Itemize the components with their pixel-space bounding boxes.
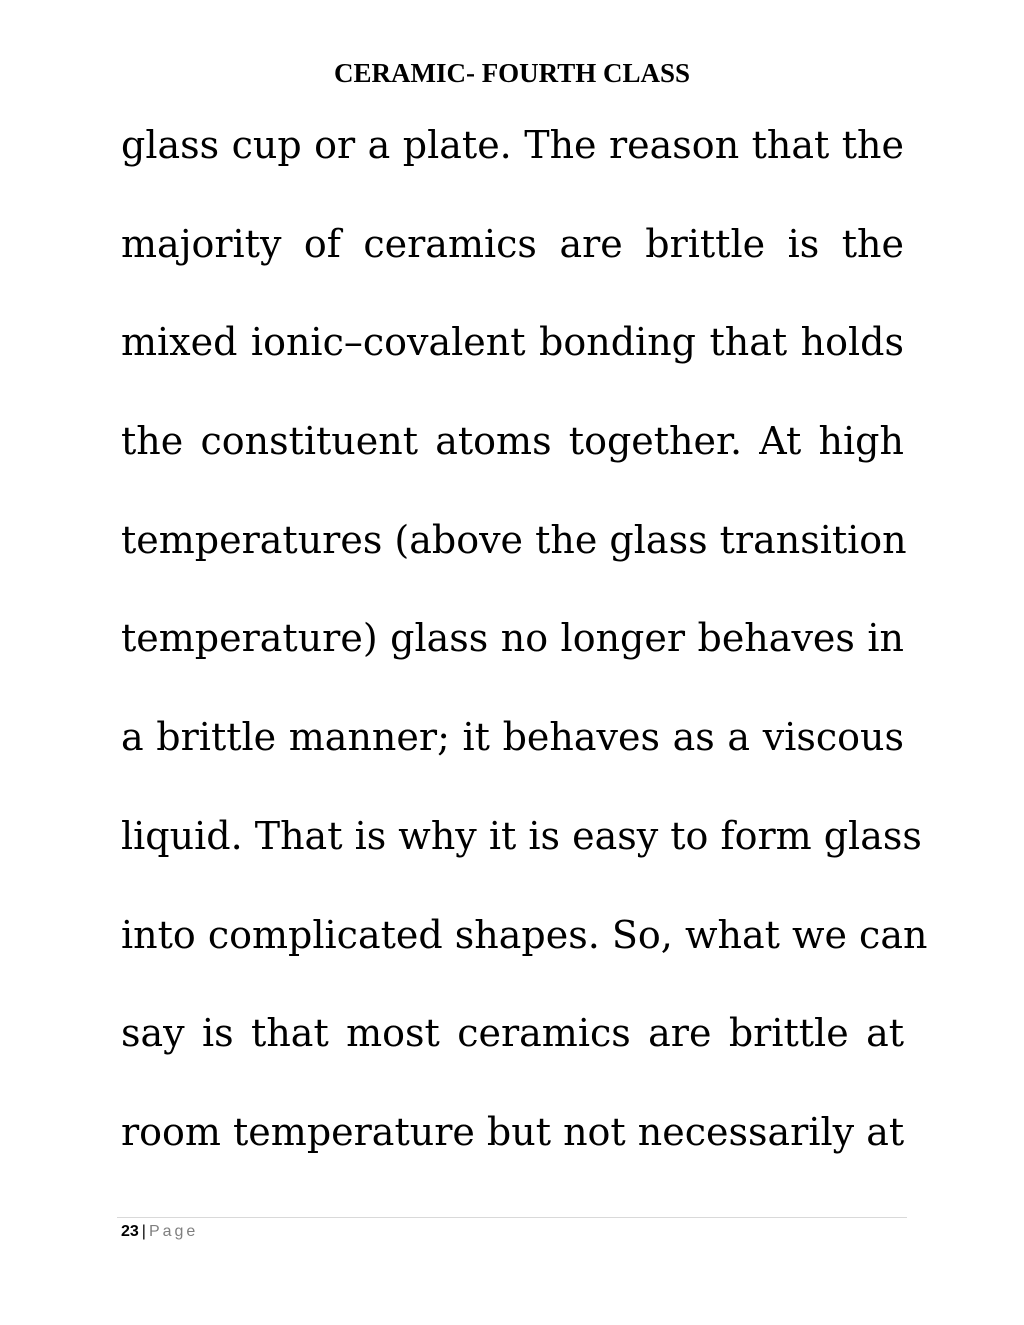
page-footer [121, 1222, 198, 1242]
body-line: the constituent atoms together. At high [121, 419, 904, 464]
body-line: temperatures (above the glass transition [121, 517, 907, 562]
page-number: 23 [121, 1223, 139, 1240]
body-line: a brittle manner; it behaves as a viscous [121, 715, 904, 760]
body-line: glass cup or a plate. The reason that the [121, 123, 904, 167]
body-line: temperature) glass no longer behaves in [121, 616, 904, 661]
page-label: Page [148, 1223, 199, 1240]
body-line: into complicated shapes. So, what we can [121, 912, 928, 957]
body-line: say is that most ceramics are brittle at [121, 1011, 904, 1056]
body-paragraph [121, 118, 928, 1204]
body-line: liquid. That is why it is easy to form glass [121, 813, 922, 858]
body-line: room temperature but not necessarily at [121, 1109, 905, 1154]
footer-separator: | [141, 1223, 146, 1240]
footer-divider [117, 1217, 907, 1218]
body-line: majority of ceramics are brittle is the [121, 221, 904, 266]
body-line: mixed ionic–covalent bonding that holds [121, 320, 904, 365]
page-header-title: CERAMIC- FOURTH CLASS [333, 58, 691, 88]
